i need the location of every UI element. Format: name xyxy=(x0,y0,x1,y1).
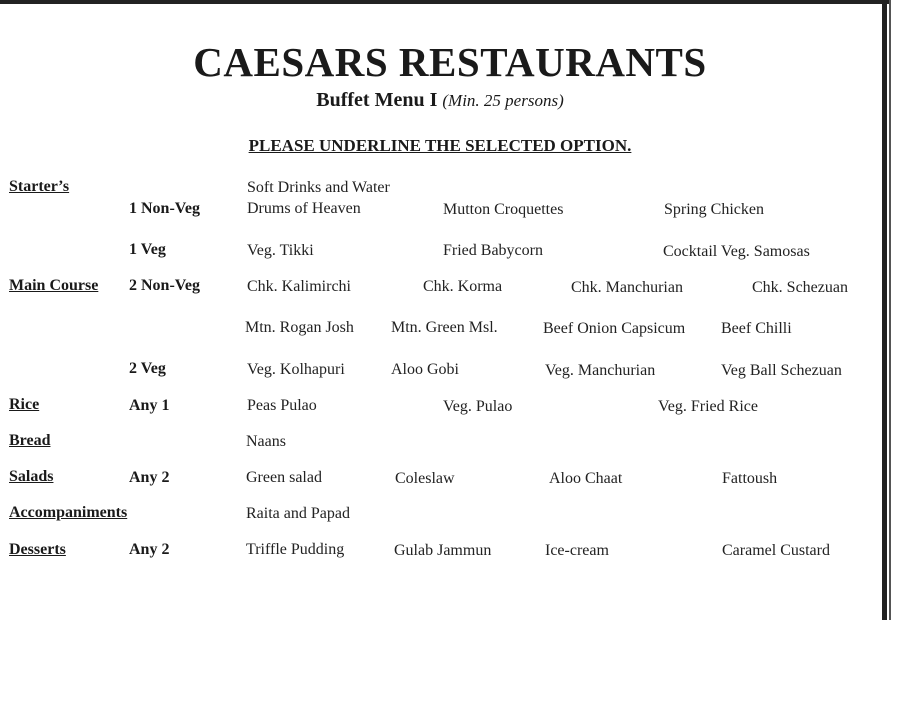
option-veg-ball-schezuan[interactable]: Veg Ball Schezuan xyxy=(721,362,842,379)
option-coleslaw[interactable]: Coleslaw xyxy=(395,470,455,487)
option-cocktail-veg-samosas[interactable]: Cocktail Veg. Samosas xyxy=(663,243,810,260)
option-mtn-rogan-josh[interactable]: Mtn. Rogan Josh xyxy=(245,319,354,336)
category-starters: Starter’s xyxy=(9,178,70,195)
option-fattoush[interactable]: Fattoush xyxy=(722,470,778,487)
starters-veg-qty: 1 Veg xyxy=(129,241,166,258)
desserts-qty: Any 2 xyxy=(129,541,170,558)
rice-qty: Any 1 xyxy=(129,397,170,414)
option-chk-schezuan[interactable]: Chk. Schezuan xyxy=(752,279,848,296)
option-caramel-custard[interactable]: Caramel Custard xyxy=(722,542,830,559)
restaurant-title: CAESARS RESTAURANTS xyxy=(193,39,707,85)
category-accompaniments: Accompaniments xyxy=(9,504,128,521)
option-chk-korma[interactable]: Chk. Korma xyxy=(423,278,503,295)
category-main-course: Main Course xyxy=(9,277,99,294)
starters-nonveg-qty: 1 Non-Veg xyxy=(129,200,200,217)
main-veg-qty: 2 Veg xyxy=(129,360,166,377)
option-spring-chicken[interactable]: Spring Chicken xyxy=(664,201,764,218)
category-desserts: Desserts xyxy=(9,541,66,558)
option-peas-pulao[interactable]: Peas Pulao xyxy=(247,397,317,414)
category-rice: Rice xyxy=(9,396,40,413)
option-veg-manchurian[interactable]: Veg. Manchurian xyxy=(545,362,656,379)
option-aloo-chaat[interactable]: Aloo Chaat xyxy=(549,470,623,487)
page-border-right-inner xyxy=(889,0,891,620)
option-chk-manchurian[interactable]: Chk. Manchurian xyxy=(571,279,683,296)
page-border-top xyxy=(0,0,889,4)
instruction-text: PLEASE UNDERLINE THE SELECTED OPTION. xyxy=(248,136,632,155)
option-veg-pulao[interactable]: Veg. Pulao xyxy=(443,398,513,415)
option-triffle-pudding[interactable]: Triffle Pudding xyxy=(246,541,345,558)
option-ice-cream[interactable]: Ice-cream xyxy=(545,542,609,559)
min-persons-note: (Min. 25 persons) xyxy=(442,91,564,110)
option-aloo-gobi[interactable]: Aloo Gobi xyxy=(391,361,459,378)
main-nonveg-qty: 2 Non-Veg xyxy=(129,277,200,294)
option-gulab-jammun[interactable]: Gulab Jammun xyxy=(394,542,492,559)
option-fried-babycorn[interactable]: Fried Babycorn xyxy=(443,242,543,259)
category-salads: Salads xyxy=(9,468,54,485)
option-veg-kolhapuri[interactable]: Veg. Kolhapuri xyxy=(247,361,345,378)
option-soft-drinks: Soft Drinks and Water xyxy=(247,179,390,196)
menu-subtitle xyxy=(0,89,880,112)
option-raita-and-papad[interactable]: Raita and Papad xyxy=(246,505,350,522)
option-drums-of-heaven[interactable]: Drums of Heaven xyxy=(247,200,361,217)
page-border-right xyxy=(882,0,887,620)
menu-name: Buffet Menu I xyxy=(316,89,438,111)
option-green-salad[interactable]: Green salad xyxy=(246,469,322,486)
option-mtn-green-msl[interactable]: Mtn. Green Msl. xyxy=(391,319,498,336)
option-mutton-croquettes[interactable]: Mutton Croquettes xyxy=(443,201,564,218)
option-beef-onion-capsicum[interactable]: Beef Onion Capsicum xyxy=(543,320,686,337)
option-beef-chilli[interactable]: Beef Chilli xyxy=(721,320,792,337)
option-veg-tikki[interactable]: Veg. Tikki xyxy=(247,242,314,259)
salads-qty: Any 2 xyxy=(129,469,170,486)
option-veg-fried-rice[interactable]: Veg. Fried Rice xyxy=(658,398,758,415)
category-bread: Bread xyxy=(9,432,51,449)
option-chk-kalimirchi[interactable]: Chk. Kalimirchi xyxy=(247,278,351,295)
option-naans[interactable]: Naans xyxy=(246,433,286,450)
